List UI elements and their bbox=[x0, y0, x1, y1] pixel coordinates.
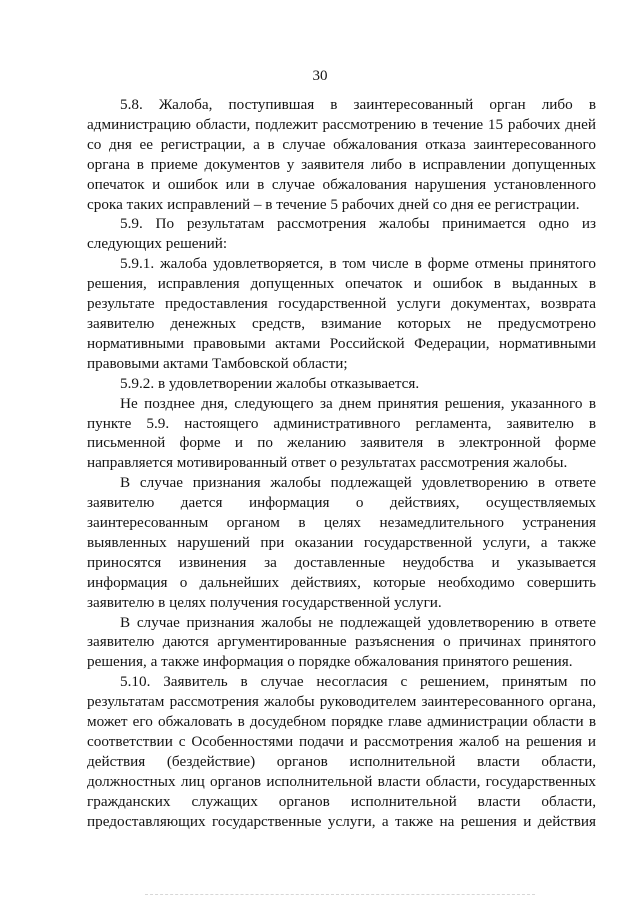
paragraph-5-9-1: 5.9.1. жалоба удовлетворяется, в том числе в форме отмены принятого решения, исправления допущенных опечаток и ошибок в выданных в результате предоставления государственной услуги документах, возврата заявителю денежных средств, взимание которых не предусмотрено нормативными правовыми актами Российской Федерации, нормативными правовыми актами Тамбовской области; bbox=[87, 255, 596, 372]
paragraph-5-8: 5.8. Жалоба, поступившая в заинтересованный орган либо в администрацию области, подлежит рассмотрению в течение 15 рабочих дней со дня ее регистрации, а в случае обжалования отказа заинтересованного органа в приеме документов у заявителя либо в исправлении допущенных опечаток и ошибок или в случае обжалования нарушения установленного срока таких исправлений – в течение 5 рабочих дней со дня ее регистрации. bbox=[87, 96, 596, 213]
paragraph-5-10: 5.10. Заявитель в случае несогласия с решением, принятым по результатам рассмотрения жалобы руководителем заинтересованного органа, может его обжаловать в досудебном порядке главе администрации области в соответствии с Особенностями подачи и рассмотрения жалоб на решения и действия (бездействие) органов исполнительной власти области, должностных лиц органов исполнительной власти области, государственных гражданских служащих органов исполнительной власти области, предоставляющих государственные услуги, а также на решения и действия bbox=[87, 673, 596, 830]
paragraph-5-9: 5.9. По результатам рассмотрения жалобы принимается одно из следующих решений: bbox=[87, 215, 596, 253]
scan-artifact-line bbox=[145, 894, 535, 895]
paragraph-complaint-rejected: В случае признания жалобы не подлежащей удовлетворению в ответе заявителю даются аргументированные разъяснения о причинах принятого решения, а также информация о порядке обжалования принятого решения. bbox=[87, 613, 596, 671]
paragraph-response-deadline: Не позднее дня, следующего за днем принятия решения, указанного в пункте 5.9. настоящего административного регламента, заявителю в письменной форме и по желанию заявителя в электронной форме направляется мотивированный ответ о результатах рассмотрения жалобы. bbox=[87, 394, 596, 472]
paragraph-complaint-satisfied: В случае признания жалобы подлежащей удовлетворению в ответе заявителю дается информация о действиях, осуществляемых заинтересованным органом в целях незамедлительного устранения выявленных нарушений при оказании государственной услуги, а также приносятся извинения за доставленные неудобства и указывается информация о дальнейших действиях, которые необходимо совершить заявителю в целях получения государственной услуги. bbox=[87, 474, 596, 611]
document-body bbox=[87, 95, 596, 832]
paragraph-5-9-2: 5.9.2. в удовлетворении жалобы отказывается. bbox=[120, 374, 420, 392]
page-number: 30 bbox=[312, 68, 328, 84]
